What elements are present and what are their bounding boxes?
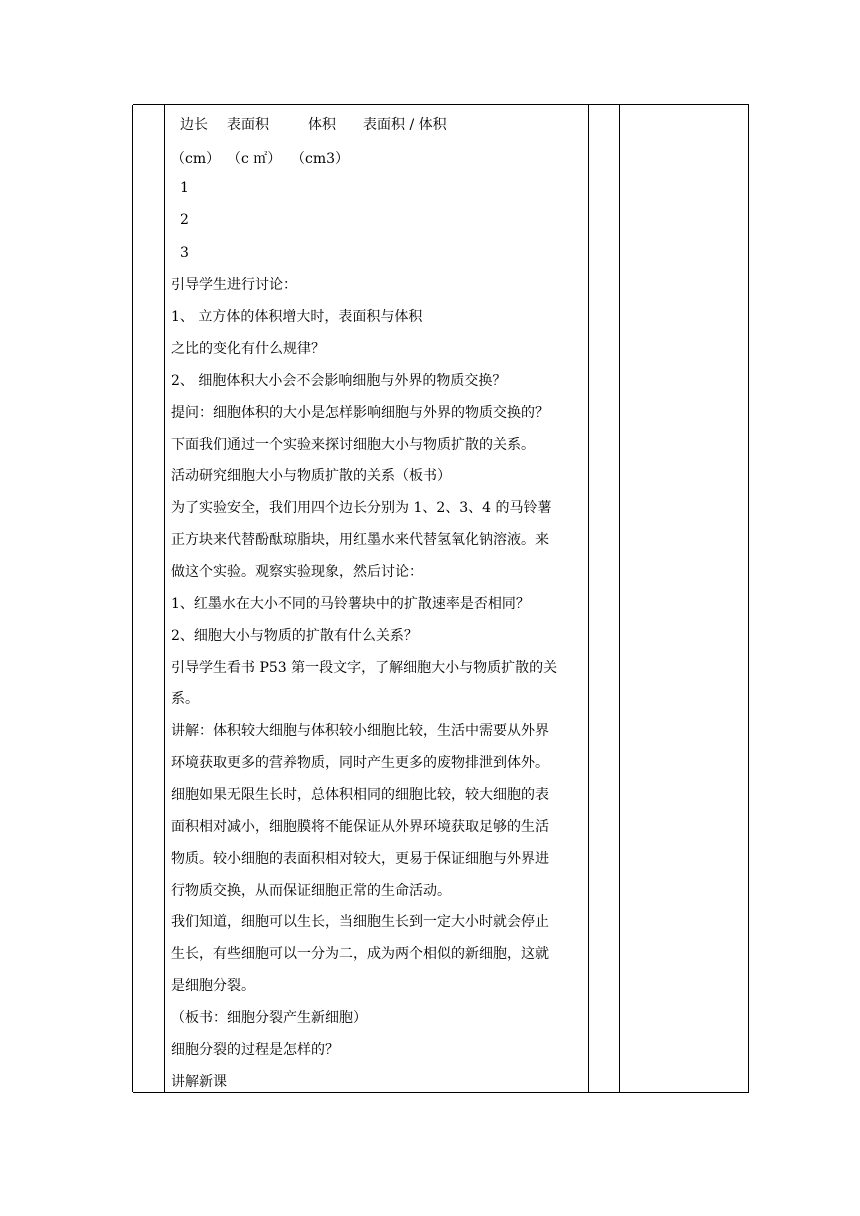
table-border-left <box>132 105 133 1092</box>
header-surface-area: 表面积 <box>227 117 269 133</box>
paragraph-line: 环境获取更多的营养物质，同时产生更多的废物排泄到体外。 <box>171 755 549 771</box>
paragraph-line: 讲解：体积较大细胞与体积较小细胞比较，生活中需要从外界 <box>171 723 549 739</box>
paragraph-line: 行物质交换，从而保证细胞正常的生命活动。 <box>171 883 451 899</box>
paragraph-line: 细胞如果无限生长时，总体积相同的细胞比较，较大细胞的表 <box>171 787 549 803</box>
paragraph-line: 面积相对减小，细胞膜将不能保证从外界环境获取足够的生活 <box>171 819 549 835</box>
paragraph-line: 下面我们通过一个实验来探讨细胞大小与物质扩散的关系。 <box>171 437 535 453</box>
unit-cm: （cm） <box>171 151 221 167</box>
paragraph-line: 1、 立方体的体积增大时，表面积与体积 <box>171 309 423 325</box>
header-ratio: 表面积 / 体积 <box>363 117 447 133</box>
paragraph-line: 正方块来代替酚酞琼脂块，用红墨水来代替氢氧化钠溶液。来 <box>171 532 549 548</box>
row-label: 2 <box>180 212 189 228</box>
paragraph-line: 1、红墨水在大小不同的马铃薯块中的扩散速率是否相同？ <box>171 596 530 612</box>
unit-cm2: （c ㎡） <box>227 151 282 167</box>
table-column-divider <box>588 105 589 1092</box>
unit-cm3: （cm3） <box>291 151 350 167</box>
paragraph-line: 系。 <box>171 691 199 707</box>
table-border-right <box>748 105 749 1092</box>
paragraph-line: 提问：细胞体积的大小是怎样影响细胞与外界的物质交换的？ <box>171 405 549 421</box>
table-column-divider <box>619 105 620 1092</box>
paragraph-line: 做这个实验。观察实验现象，然后讨论： <box>171 564 423 580</box>
paragraph-line: 为了实验安全，我们用四个边长分别为 1、2、3、4 的马铃薯 <box>171 500 552 516</box>
paragraph-line: 引导学生进行讨论： <box>171 277 297 293</box>
paragraph-line: 活动研究细胞大小与物质扩散的关系（板书） <box>171 468 451 484</box>
paragraph-line: （板书：细胞分裂产生新细胞） <box>171 1010 367 1026</box>
paragraph-line: 是细胞分裂。 <box>171 978 255 994</box>
paragraph-line: 物质。较小细胞的表面积相对较大，更易于保证细胞与外界进 <box>171 851 549 867</box>
paragraph-line: 我们知道，细胞可以生长，当细胞生长到一定大小时就会停止 <box>171 914 549 930</box>
paragraph-line: 之比的变化有什么规律？ <box>171 341 325 357</box>
paragraph-line: 2、细胞大小与物质的扩散有什么关系？ <box>171 628 418 644</box>
table-column-divider <box>164 105 165 1092</box>
paragraph-line: 2、 细胞体积大小会不会影响细胞与外界的物质交换？ <box>171 373 507 389</box>
paragraph-line: 引导学生看书 P53 第一段文字，了解细胞大小与物质扩散的关 <box>171 660 558 676</box>
paragraph-line: 讲解新课 <box>171 1074 227 1090</box>
paragraph-line: 生长，有些细胞可以一分为二，成为两个相似的新细胞，这就 <box>171 946 549 962</box>
row-label: 1 <box>180 180 189 196</box>
row-label: 3 <box>180 245 189 261</box>
header-edge-length: 边长 <box>180 117 208 133</box>
header-volume: 体积 <box>308 117 336 133</box>
paragraph-line: 细胞分裂的过程是怎样的？ <box>171 1042 339 1058</box>
